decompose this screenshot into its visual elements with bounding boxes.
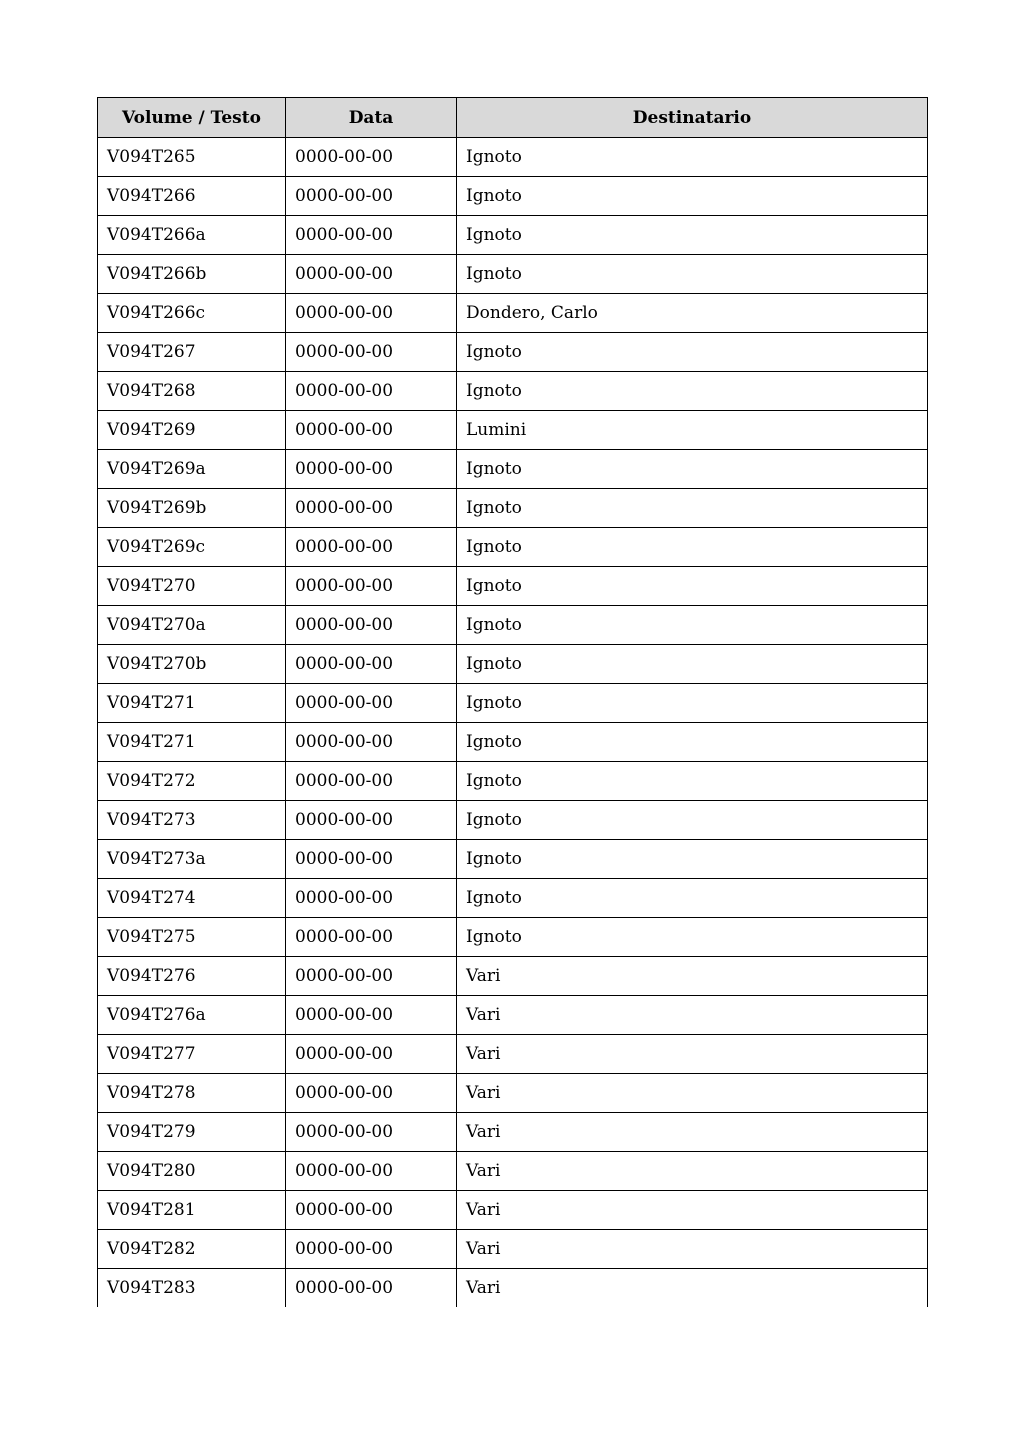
data-cell: 0000-00-00 (286, 333, 457, 372)
data-cell: 0000-00-00 (286, 684, 457, 723)
volume-testo-cell: V094T277 (98, 1035, 286, 1074)
table-row (98, 489, 928, 528)
data-cell: 0000-00-00 (286, 294, 457, 333)
table-row (98, 1113, 928, 1152)
data-cell: 0000-00-00 (286, 216, 457, 255)
data-cell: 0000-00-00 (286, 411, 457, 450)
column-header-volume-testo: Volume / Testo (98, 98, 286, 138)
destinatario-cell: Ignoto (457, 333, 928, 372)
volume-testo-cell: V094T266c (98, 294, 286, 333)
data-cell: 0000-00-00 (286, 1191, 457, 1230)
data-cell: 0000-00-00 (286, 645, 457, 684)
table-row (98, 216, 928, 255)
volume-testo-cell: V094T275 (98, 918, 286, 957)
data-cell: 0000-00-00 (286, 1230, 457, 1269)
records-table (97, 97, 928, 1307)
table-row (98, 957, 928, 996)
table-row (98, 411, 928, 450)
column-header-destinatario: Destinatario (457, 98, 928, 138)
destinatario-cell: Ignoto (457, 840, 928, 879)
volume-testo-cell: V094T269b (98, 489, 286, 528)
destinatario-cell: Ignoto (457, 489, 928, 528)
destinatario-cell: Ignoto (457, 372, 928, 411)
destinatario-cell: Vari (457, 1191, 928, 1230)
volume-testo-cell: V094T266 (98, 177, 286, 216)
table-row (98, 177, 928, 216)
destinatario-cell: Vari (457, 1035, 928, 1074)
table-row (98, 528, 928, 567)
table-row (98, 996, 928, 1035)
table-row (98, 879, 928, 918)
data-cell: 0000-00-00 (286, 450, 457, 489)
table-row (98, 1269, 928, 1308)
destinatario-cell: Ignoto (457, 138, 928, 177)
table-row (98, 684, 928, 723)
destinatario-cell: Ignoto (457, 645, 928, 684)
data-cell: 0000-00-00 (286, 255, 457, 294)
destinatario-cell: Vari (457, 1152, 928, 1191)
table-row (98, 294, 928, 333)
destinatario-cell: Vari (457, 1113, 928, 1152)
table-row (98, 372, 928, 411)
volume-testo-cell: V094T269a (98, 450, 286, 489)
table-row (98, 918, 928, 957)
destinatario-cell: Ignoto (457, 762, 928, 801)
table-row (98, 762, 928, 801)
volume-testo-cell: V094T273a (98, 840, 286, 879)
destinatario-cell: Vari (457, 1230, 928, 1269)
data-cell: 0000-00-00 (286, 528, 457, 567)
volume-testo-cell: V094T281 (98, 1191, 286, 1230)
destinatario-cell: Ignoto (457, 216, 928, 255)
table-row (98, 723, 928, 762)
table-row (98, 606, 928, 645)
destinatario-cell: Ignoto (457, 879, 928, 918)
table-row (98, 567, 928, 606)
table-row (98, 333, 928, 372)
volume-testo-cell: V094T266b (98, 255, 286, 294)
data-cell: 0000-00-00 (286, 879, 457, 918)
destinatario-cell: Lumini (457, 411, 928, 450)
data-cell: 0000-00-00 (286, 1152, 457, 1191)
destinatario-cell: Ignoto (457, 606, 928, 645)
data-cell: 0000-00-00 (286, 1035, 457, 1074)
data-cell: 0000-00-00 (286, 138, 457, 177)
destinatario-cell: Vari (457, 1269, 928, 1308)
destinatario-cell: Vari (457, 996, 928, 1035)
volume-testo-cell: V094T280 (98, 1152, 286, 1191)
volume-testo-cell: V094T279 (98, 1113, 286, 1152)
volume-testo-cell: V094T272 (98, 762, 286, 801)
volume-testo-cell: V094T273 (98, 801, 286, 840)
volume-testo-cell: V094T268 (98, 372, 286, 411)
table-row (98, 1074, 928, 1113)
table-row (98, 645, 928, 684)
data-cell: 0000-00-00 (286, 372, 457, 411)
destinatario-cell: Ignoto (457, 723, 928, 762)
volume-testo-cell: V094T278 (98, 1074, 286, 1113)
data-cell: 0000-00-00 (286, 918, 457, 957)
volume-testo-cell: V094T266a (98, 216, 286, 255)
table-row (98, 1035, 928, 1074)
table-row (98, 1230, 928, 1269)
destinatario-cell: Ignoto (457, 177, 928, 216)
destinatario-cell: Vari (457, 1074, 928, 1113)
destinatario-cell: Ignoto (457, 801, 928, 840)
volume-testo-cell: V094T269c (98, 528, 286, 567)
table-row (98, 138, 928, 177)
data-cell: 0000-00-00 (286, 957, 457, 996)
table-row (98, 450, 928, 489)
data-cell: 0000-00-00 (286, 606, 457, 645)
data-cell: 0000-00-00 (286, 1113, 457, 1152)
data-cell: 0000-00-00 (286, 840, 457, 879)
data-cell: 0000-00-00 (286, 177, 457, 216)
volume-testo-cell: V094T270b (98, 645, 286, 684)
destinatario-cell: Ignoto (457, 255, 928, 294)
volume-testo-cell: V094T270a (98, 606, 286, 645)
data-cell: 0000-00-00 (286, 1074, 457, 1113)
table-row (98, 1152, 928, 1191)
volume-testo-cell: V094T276 (98, 957, 286, 996)
destinatario-cell: Ignoto (457, 684, 928, 723)
table-header-row (98, 98, 928, 138)
destinatario-cell: Ignoto (457, 918, 928, 957)
destinatario-cell: Ignoto (457, 567, 928, 606)
volume-testo-cell: V094T271 (98, 723, 286, 762)
table-row (98, 801, 928, 840)
data-cell: 0000-00-00 (286, 801, 457, 840)
volume-testo-cell: V094T270 (98, 567, 286, 606)
destinatario-cell: Ignoto (457, 450, 928, 489)
data-cell: 0000-00-00 (286, 567, 457, 606)
data-cell: 0000-00-00 (286, 762, 457, 801)
table-row (98, 1191, 928, 1230)
destinatario-cell: Vari (457, 957, 928, 996)
table-row (98, 840, 928, 879)
table-row (98, 255, 928, 294)
volume-testo-cell: V094T283 (98, 1269, 286, 1308)
volume-testo-cell: V094T267 (98, 333, 286, 372)
data-cell: 0000-00-00 (286, 1269, 457, 1308)
volume-testo-cell: V094T265 (98, 138, 286, 177)
volume-testo-cell: V094T282 (98, 1230, 286, 1269)
volume-testo-cell: V094T274 (98, 879, 286, 918)
destinatario-cell: Ignoto (457, 528, 928, 567)
volume-testo-cell: V094T276a (98, 996, 286, 1035)
data-cell: 0000-00-00 (286, 996, 457, 1035)
volume-testo-cell: V094T269 (98, 411, 286, 450)
data-cell: 0000-00-00 (286, 723, 457, 762)
data-cell: 0000-00-00 (286, 489, 457, 528)
table-body (98, 138, 928, 1308)
destinatario-cell: Dondero, Carlo (457, 294, 928, 333)
column-header-data: Data (286, 98, 457, 138)
volume-testo-cell: V094T271 (98, 684, 286, 723)
